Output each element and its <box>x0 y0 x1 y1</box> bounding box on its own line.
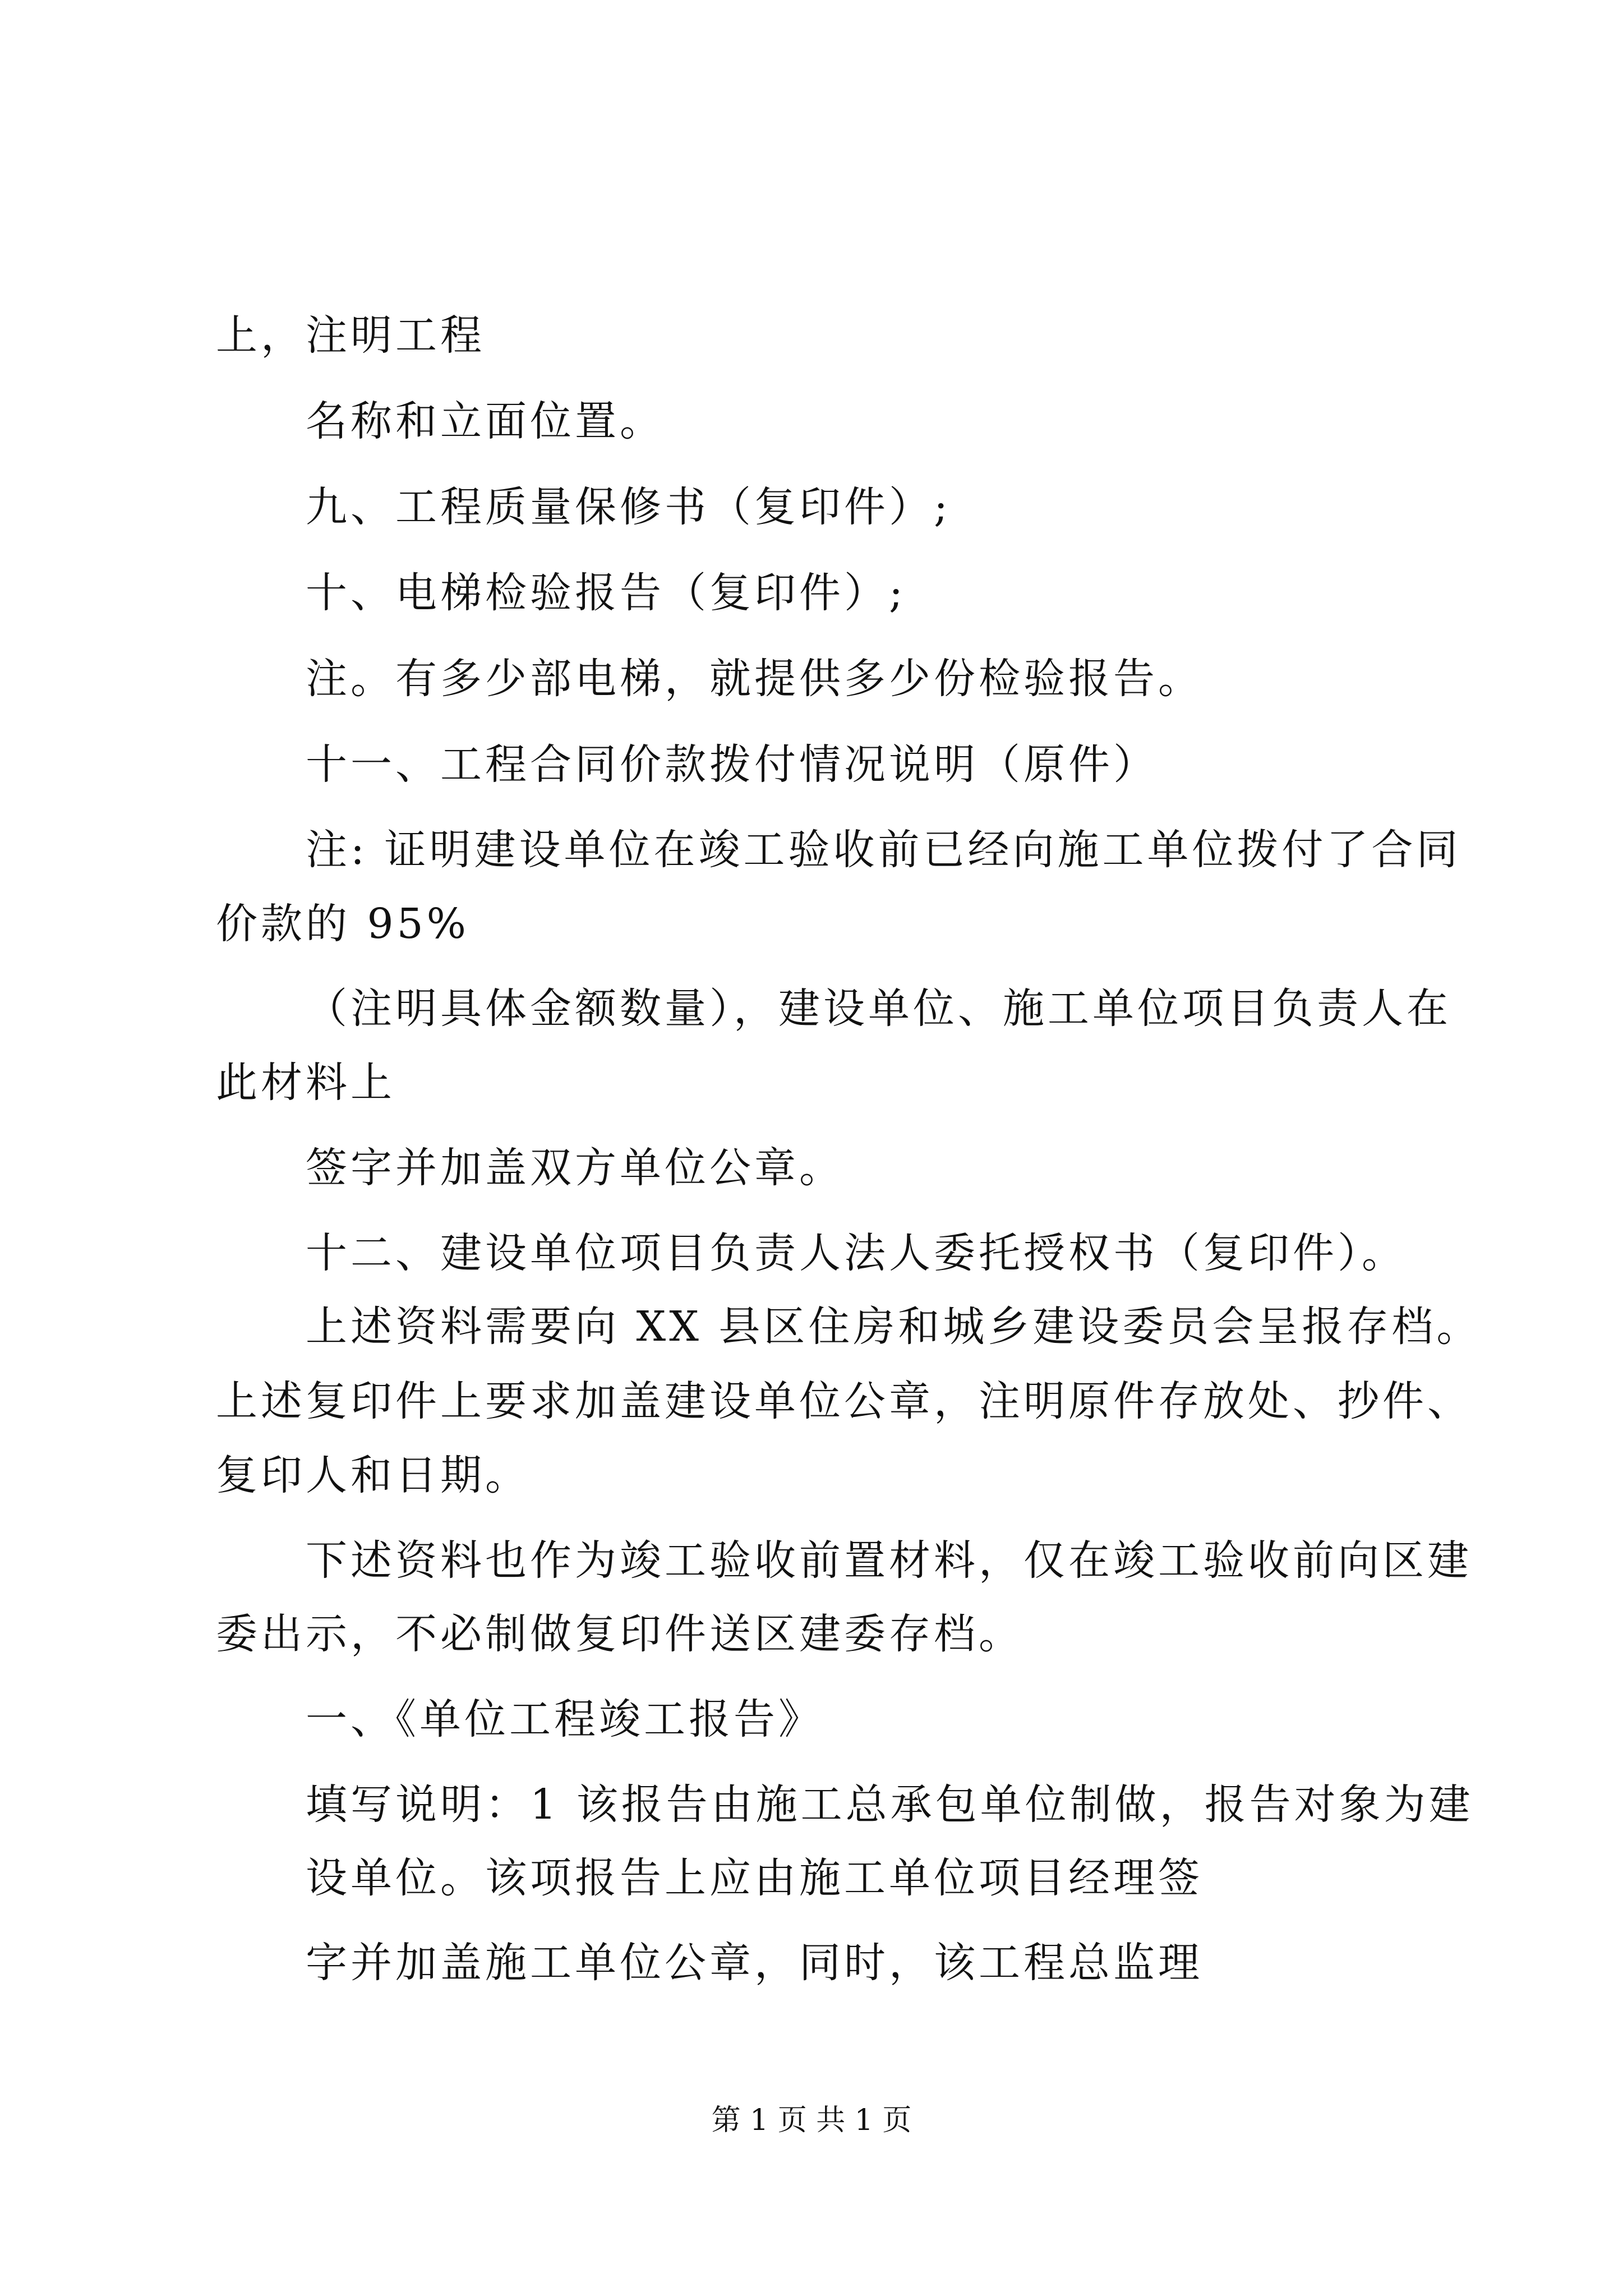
body-line-4: 十、电梯检验报告（复印件）; <box>306 569 906 617</box>
body-line-13: 上述资料需要向 XX 县区住房和城乡建设委员会呈报存档。 <box>306 1303 1482 1351</box>
body-line-9: （注明具体金额数量），建设单位、施工单位项目负责人在 <box>306 984 1451 1033</box>
body-line-8: 价款的 95% <box>216 900 469 948</box>
body-line-18: 一、《单位工程竣工报告》 <box>306 1695 823 1743</box>
body-line-11: 签字并加盖双方单位公章。 <box>306 1144 844 1192</box>
body-line-2: 名称和立面位置。 <box>306 397 665 445</box>
body-line-1: 上，注明工程 <box>216 311 485 360</box>
page-number-footer: 第 1 页 共 1 页 <box>711 2104 912 2137</box>
body-line-19: 填写说明：1 该报告由施工总承包单位制做，报告对象为建 <box>306 1780 1474 1829</box>
body-line-15: 复印人和日期。 <box>216 1451 530 1499</box>
body-line-5: 注。有多少部电梯，就提供多少份检验报告。 <box>306 655 1203 703</box>
body-line-20: 设单位。该项报告上应由施工单位项目经理签 <box>306 1854 1203 1902</box>
body-line-12: 十二、建设单位项目负责人法人委托授权书（复印件）。 <box>306 1229 1407 1277</box>
body-line-21: 字并加盖施工单位公章，同时，该工程总监理 <box>306 1939 1203 1987</box>
body-line-17: 委出示，不必制做复印件送区建委存档。 <box>216 1610 1023 1658</box>
body-line-3: 九、工程质量保修书（复印件）; <box>306 483 951 531</box>
body-line-10: 此材料上 <box>216 1059 395 1107</box>
body-line-6: 十一、工程合同价款拨付情况说明（原件） <box>306 740 1158 789</box>
body-line-7: 注: 证明建设单位在竣工验收前已经向施工单位拨付了合同 <box>306 826 1461 874</box>
body-line-16: 下述资料也作为竣工验收前置材料，仅在竣工验收前向区建 <box>306 1536 1472 1585</box>
body-line-14: 上述复印件上要求加盖建设单位公章，注明原件存放处、抄件、 <box>216 1377 1472 1425</box>
